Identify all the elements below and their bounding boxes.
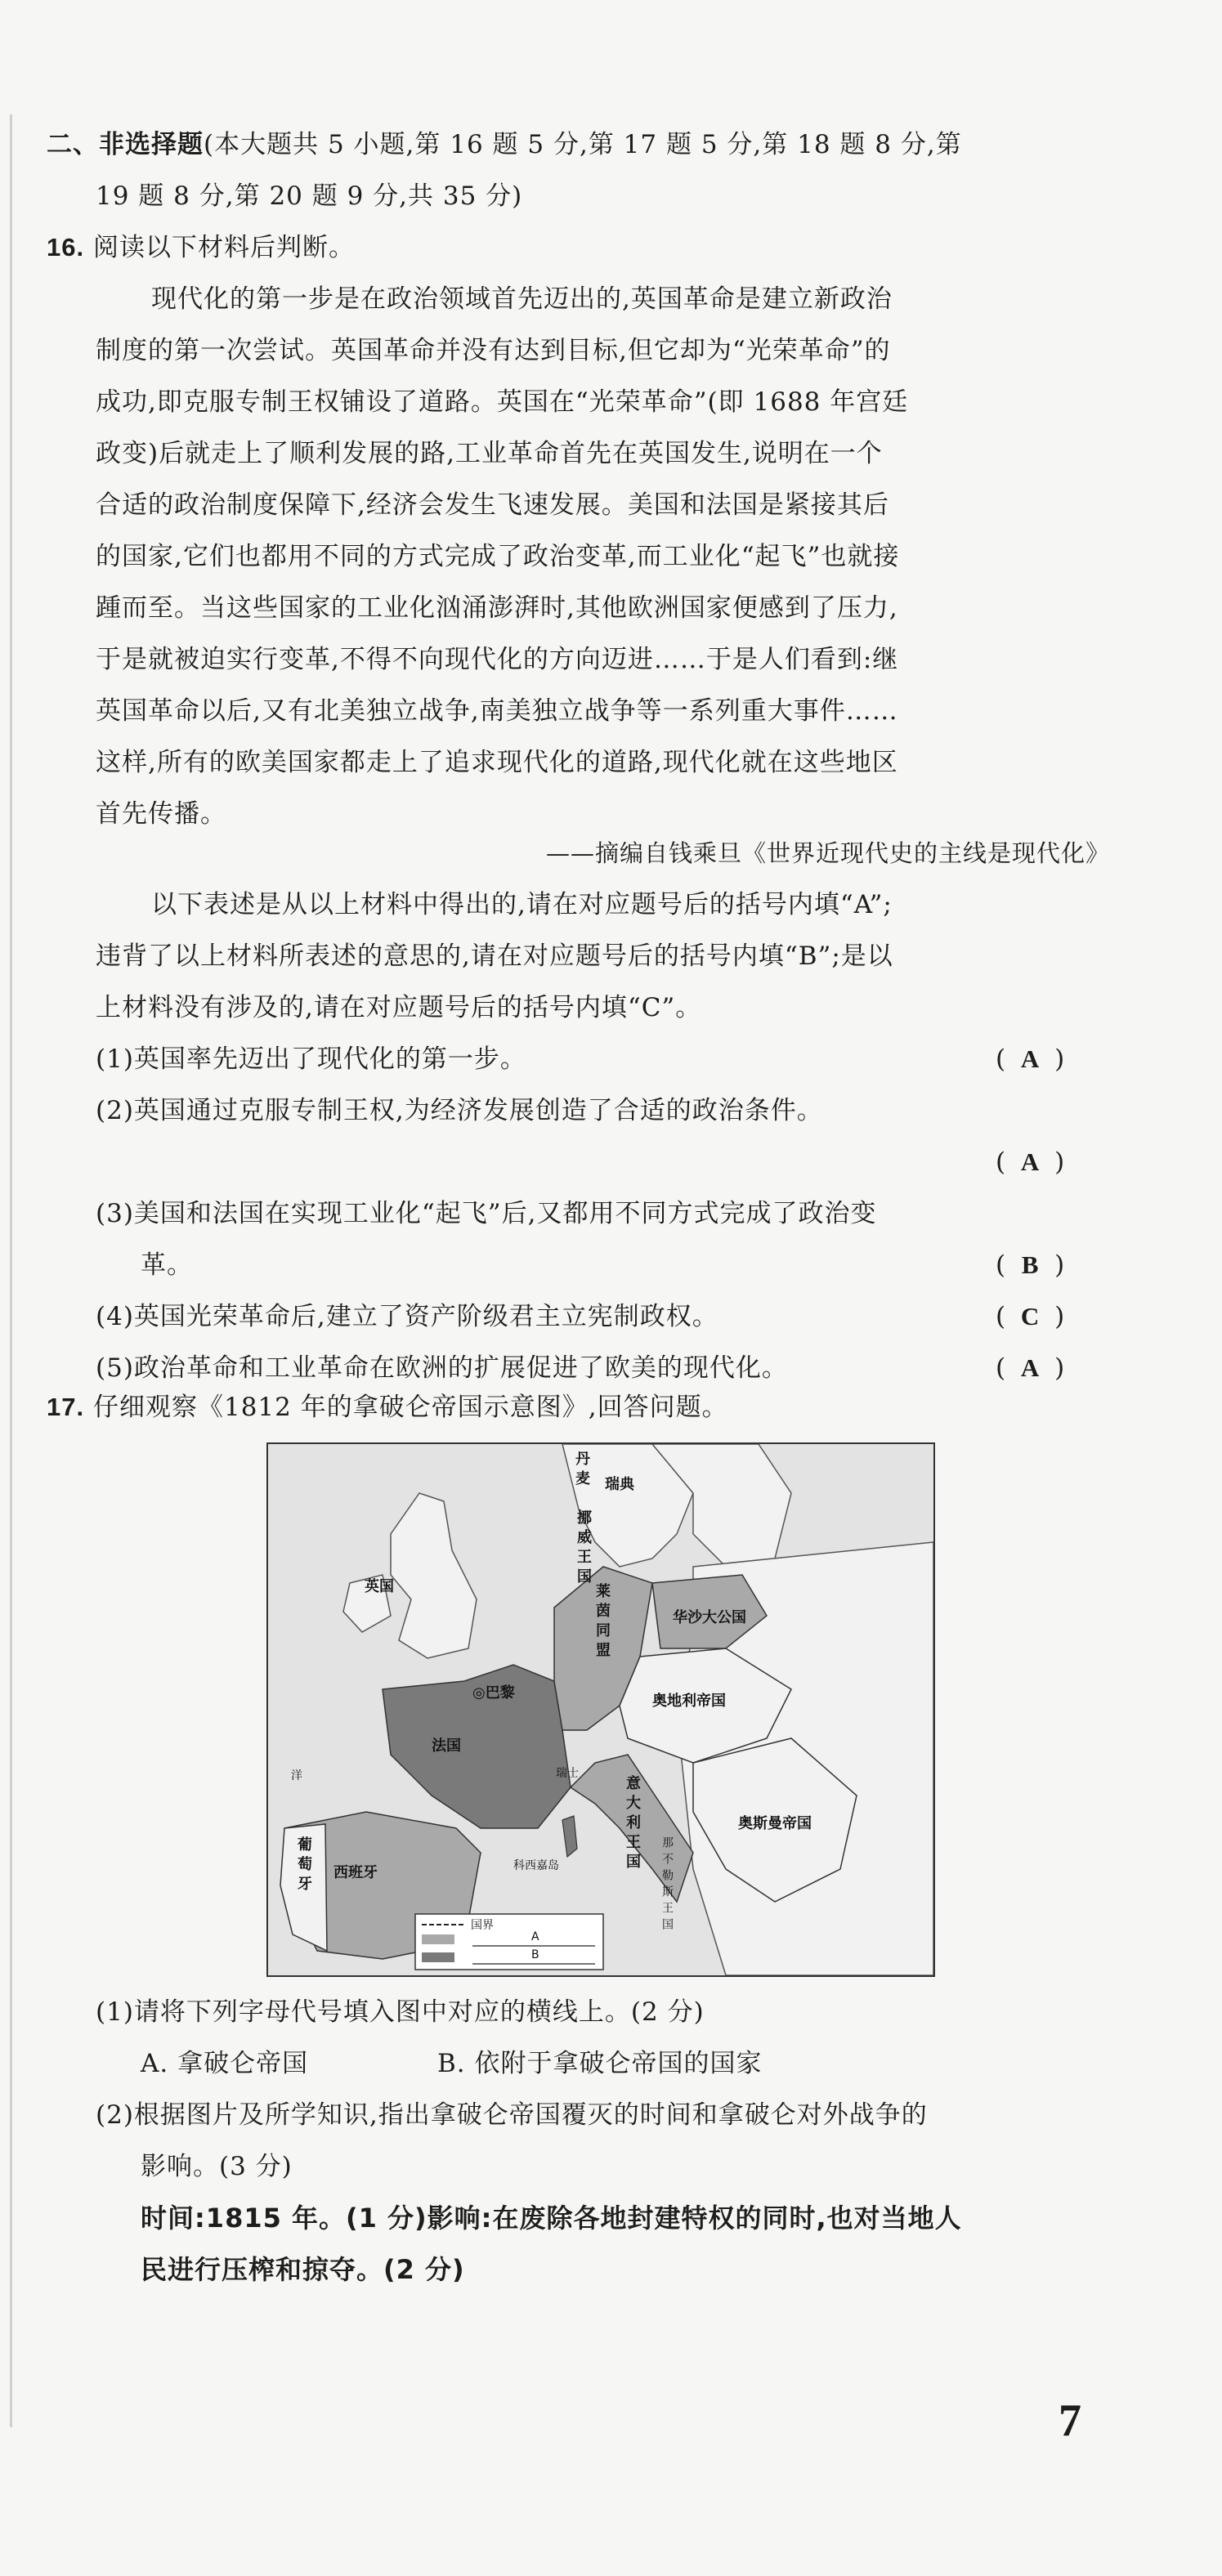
q17-answer-line1: 时间:1815 年。(1 分)影响:在废除各地封建特权的同时,也对当地人 [141, 2203, 962, 2234]
map-label-france: 法国 [432, 1737, 461, 1755]
legend-label-a: A [531, 1930, 539, 1943]
legend-swatch-b [422, 1952, 454, 1962]
passage-line: 踵而至。当这些国家的工业化汹涌澎湃时,其他欧洲国家便感到了压力, [96, 593, 898, 623]
section-info-line2: 19 题 8 分,第 20 题 9 分,共 35 分) [96, 181, 523, 211]
map-label-rhine: 莱茵同盟 [593, 1583, 611, 1661]
legend-label-border: 国界 [471, 1919, 494, 1932]
passage-source: ——摘编自钱乘旦《世界近现代史的主线是现代化》 [545, 839, 1110, 867]
passage-line: 制度的第一次尝试。英国革命并没有达到目标,但它却为“光荣革命”的 [96, 336, 891, 365]
q17-sub1: (1)请将下列字母代号填入图中对应的横线上。(2 分) [96, 1997, 705, 2027]
answer-box-1: ( A ) [996, 1041, 1064, 1077]
answer-box-4: ( C ) [996, 1299, 1064, 1335]
map-label-austria: 奥地利帝国 [652, 1693, 726, 1710]
map-label-ottoman: 奥斯曼帝国 [738, 1815, 812, 1832]
map-label-paris: ◎巴黎 [472, 1684, 515, 1702]
passage-line: 政变)后就走上了顺利发展的路,工业革命首先在英国发生,说明在一个 [96, 439, 883, 468]
map-label-spain: 西班牙 [333, 1864, 378, 1881]
q17-sub2-line2: 影响。(3 分) [141, 2152, 293, 2181]
answer-letter: A [1020, 1147, 1040, 1176]
page-number: 7 [1059, 2395, 1081, 2446]
section-info-line1: (本大题共 5 小题,第 16 题 5 分,第 17 题 5 分,第 18 题 8 分,第 [204, 130, 962, 159]
judgement-item-3: (3)美国和法国在实现工业化“起飞”后,又都用不同方式完成了政治变 [96, 1199, 877, 1228]
judgement-item-5: (5)政治革命和工业革命在欧洲的扩展促进了欧美的现代化。 [96, 1353, 788, 1383]
map-graphic [268, 1444, 933, 1975]
q17-prompt: 仔细观察《1812 年的拿破仑帝国示意图》,回答问题。 [92, 1393, 728, 1422]
q17-number: 17. [47, 1393, 85, 1421]
napoleon-empire-map [266, 1442, 935, 1977]
answer-letter: A [1020, 1353, 1040, 1382]
passage-line: 现代化的第一步是在政治领域首先迈出的,英国革命是建立新政治 [151, 284, 893, 314]
passage-line: 的国家,它们也都用不同的方式完成了政治变革,而工业化“起飞”也就接 [96, 542, 900, 571]
passage-line: 首先传播。 [96, 799, 226, 829]
answer-box-3: ( B ) [996, 1247, 1064, 1283]
judgement-item-2: (2)英国通过克服专制王权,为经济发展创造了合适的政治条件。 [96, 1096, 823, 1125]
section-heading: 二、非选择题 [47, 130, 204, 159]
margin-line [10, 114, 12, 2427]
map-label-warsaw: 华沙大公国 [673, 1609, 746, 1626]
passage-line: 成功,即克服专制王权铺设了道路。英国在“光荣革命”(即 1688 年宫廷 [96, 387, 909, 417]
map-label-corsica: 科西嘉岛 [513, 1859, 559, 1872]
map-label-ocean: 洋 [291, 1769, 302, 1782]
q16-prompt: 阅读以下材料后判断。 [92, 233, 355, 262]
map-label-norway: 挪威王国 [575, 1509, 592, 1588]
judgement-item-3-cont: 革。 [141, 1250, 193, 1280]
q17-option-b: B. 依附于拿破仑帝国的国家 [437, 2049, 763, 2078]
answer-letter: B [1021, 1250, 1039, 1279]
judgement-item-1: (1)英国率先迈出了现代化的第一步。 [96, 1044, 526, 1074]
q17-option-a: A. 拿破仑帝国 [141, 2049, 309, 2078]
judgement-item-4: (4)英国光荣革命后,建立了资产阶级君主立宪制政权。 [96, 1302, 718, 1331]
map-label-sweden: 瑞典 [605, 1476, 634, 1493]
passage-line: 合适的政治制度保障下,经济会发生飞速发展。美国和法国是紧接其后 [96, 490, 889, 520]
q16-title [47, 230, 355, 266]
legend-swatch-a [422, 1934, 454, 1944]
answer-letter: C [1020, 1302, 1040, 1330]
map-label-denmark: 丹麦 [573, 1451, 590, 1490]
instruction-line: 违背了以上材料所表述的意思的,请在对应题号后的括号内填“B”;是以 [96, 941, 893, 971]
passage-line: 于是就被迫实行变革,不得不向现代化的方向迈进……于是人们看到:继 [96, 645, 899, 674]
answer-letter: A [1020, 1044, 1040, 1073]
passage-line: 英国革命以后,又有北美独立战争,南美独立战争等一系列重大事件…… [96, 696, 898, 726]
legend-label-b: B [531, 1948, 539, 1961]
instruction-line: 以下表述是从以上材料中得出的,请在对应题号后的括号内填“A”; [151, 890, 893, 919]
q16-number: 16. [47, 233, 85, 262]
map-label-portugal: 葡萄牙 [295, 1836, 312, 1895]
map-label-naples: 那不勒斯王国 [660, 1836, 674, 1934]
instruction-line: 上材料没有涉及的,请在对应题号后的括号内填“C”。 [96, 993, 702, 1022]
map-label-italy: 意大利王国 [624, 1775, 641, 1873]
map-label-britain: 英国 [365, 1578, 394, 1595]
q17-sub2-line1: (2)根据图片及所学知识,指出拿破仑帝国覆灭的时间和拿破仑对外战争的 [96, 2100, 928, 2130]
answer-box-2: ( A ) [996, 1144, 1064, 1180]
map-label-swiss: 瑞士 [556, 1767, 579, 1780]
q17-title [47, 1389, 728, 1425]
passage-line: 这样,所有的欧美国家都走上了追求现代化的道路,现代化就在这些地区 [96, 748, 898, 777]
q17-answer-line2: 民进行压榨和掠夺。(2 分) [141, 2254, 465, 2285]
section-header [47, 127, 962, 163]
answer-box-5: ( A ) [996, 1350, 1064, 1386]
